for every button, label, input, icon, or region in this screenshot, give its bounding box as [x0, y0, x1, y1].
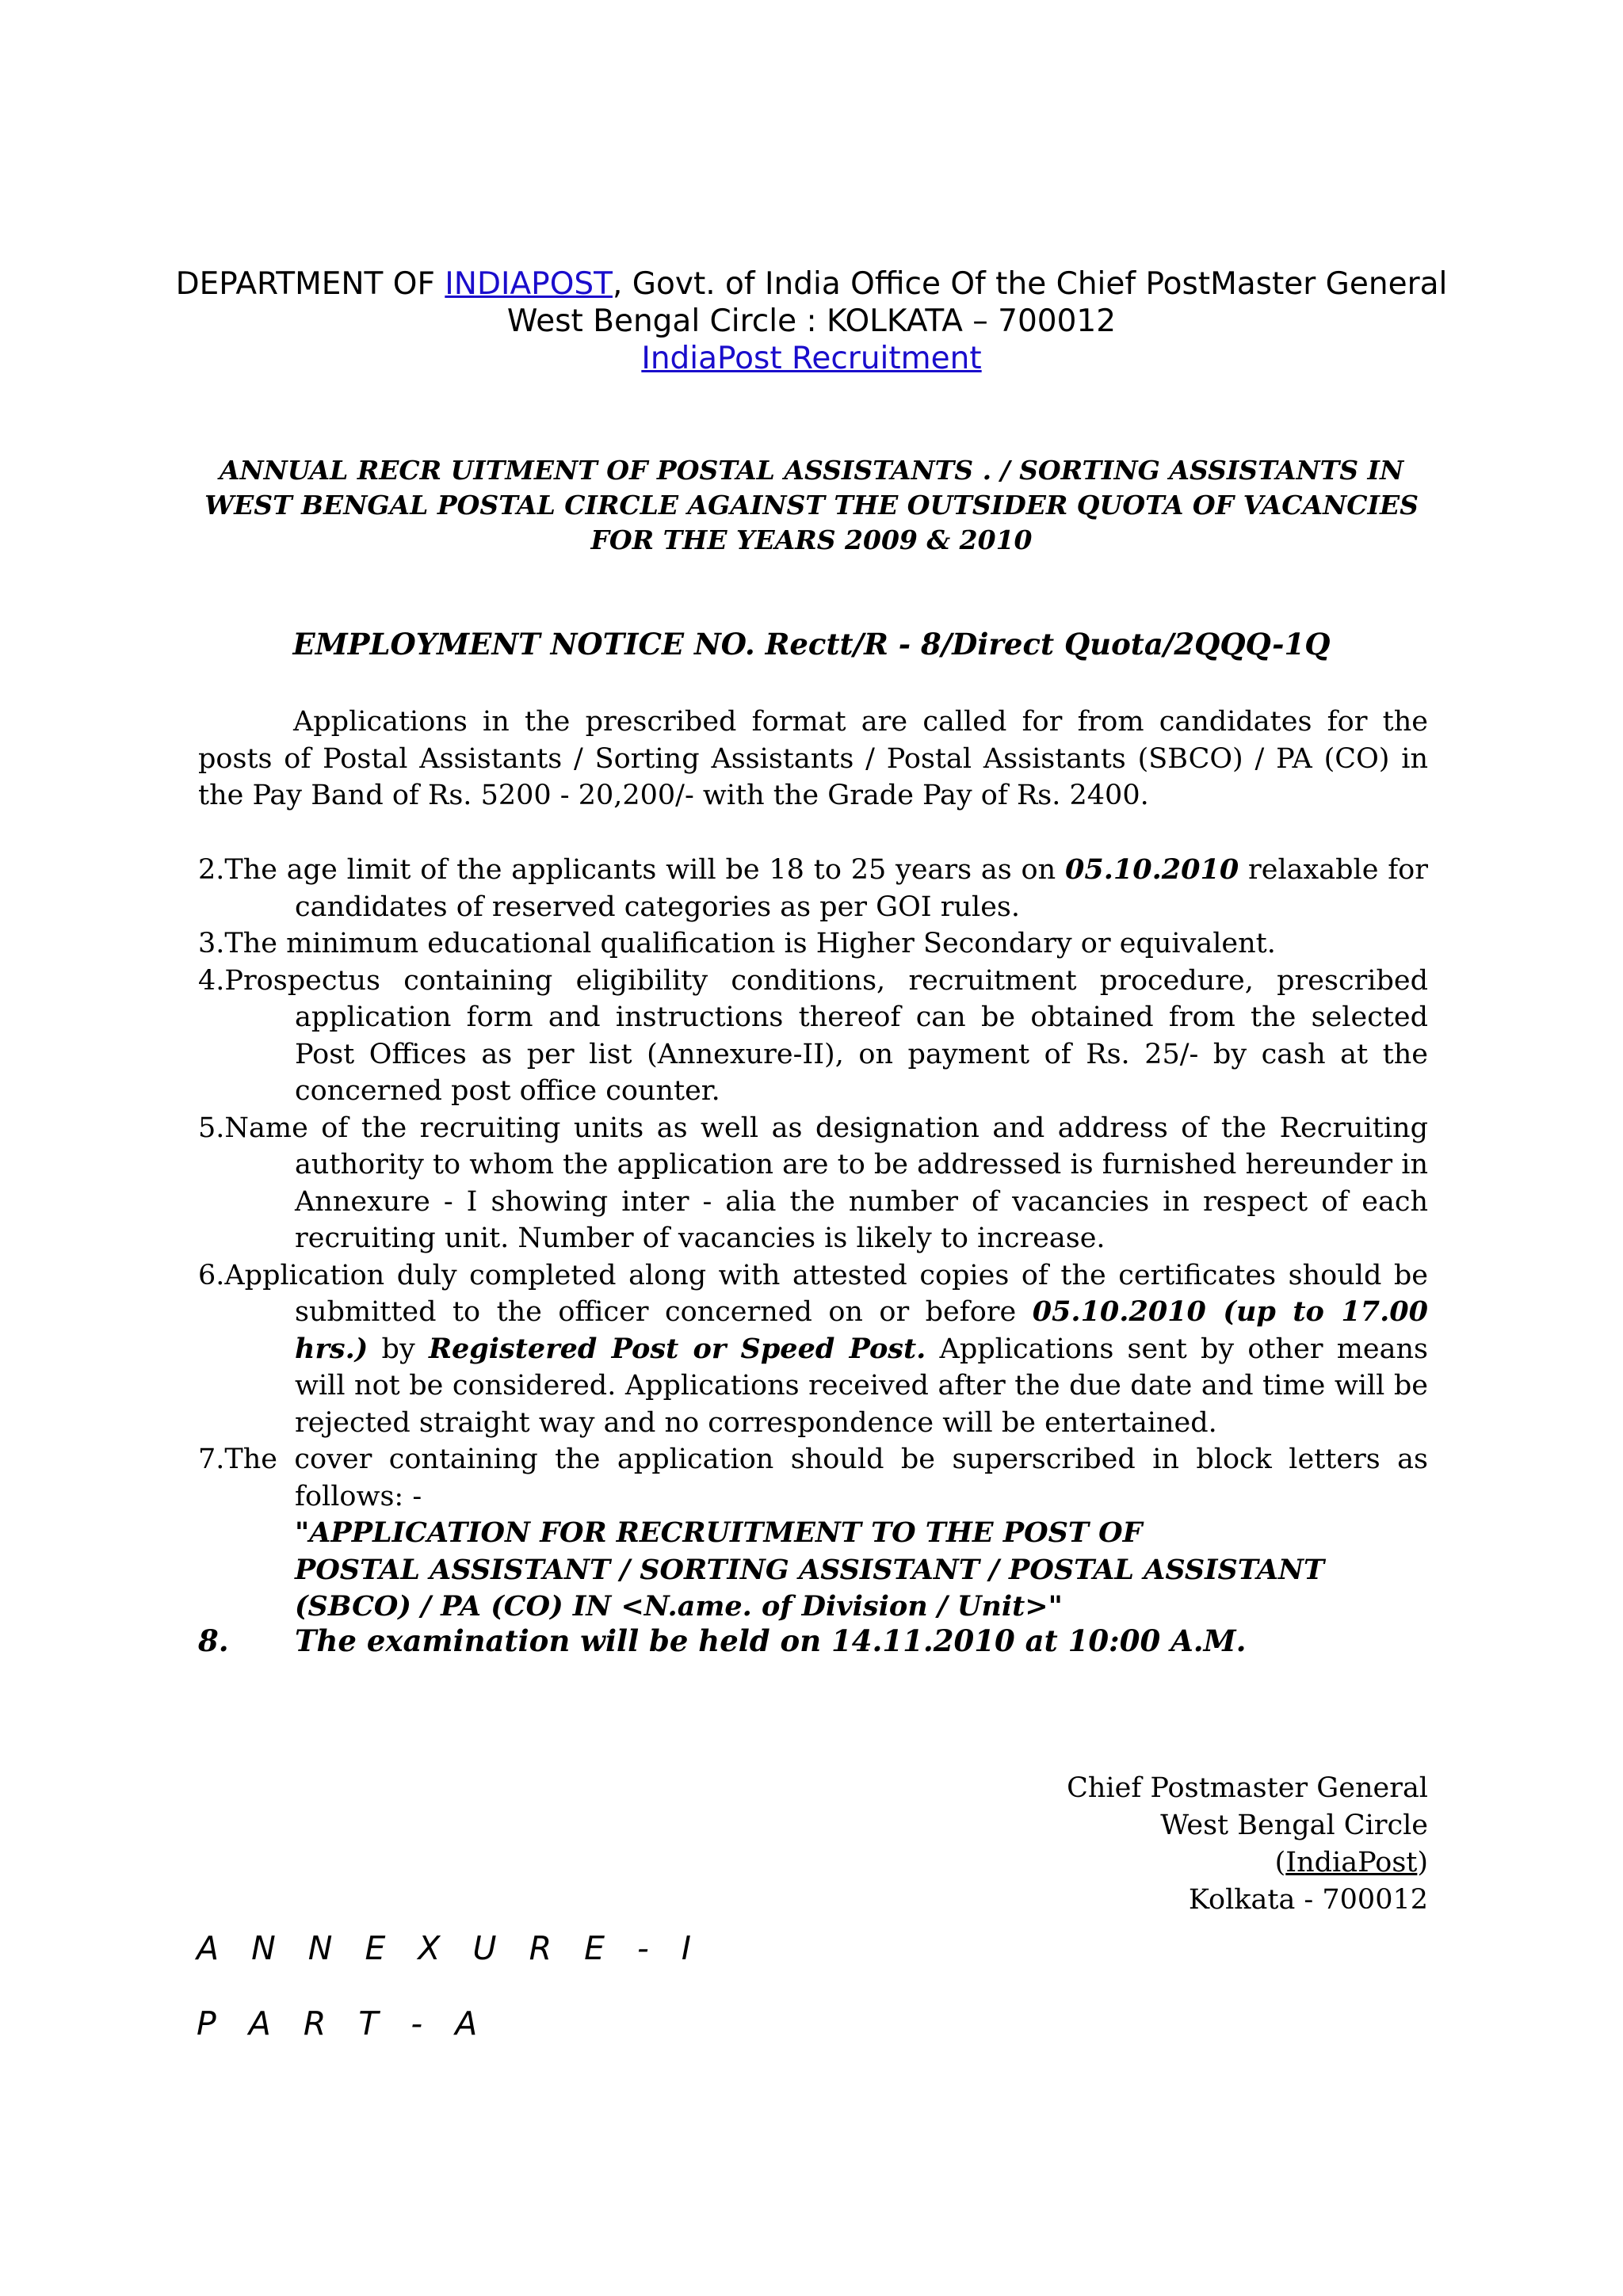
- header-line-2: West Bengal Circle : KOLKATA – 700012: [506, 303, 1117, 339]
- conditions-list: [198, 852, 1428, 1626]
- indiapost-recruitment-link[interactable]: IndiaPost Recruitment: [641, 341, 982, 376]
- list-item-3: 3.The minimum educational qualification is Higher Secondary or equivalent.: [198, 928, 1276, 959]
- list-item-7: 7.The cover containing the application should be superscribed in block letters as follows: -: [198, 1444, 1428, 1512]
- list-item-4: 4.Prospectus containing eligibility conditions, recruitment procedure, prescribed application form and instructions thereof can be obtained from the selected Post Offices as per list (Annexure-II), on payment of Rs. 25/- by cash at the concerned post office counter.: [198, 964, 1428, 1107]
- list-item-5: 5.Name of the recruiting units as well as designation and address of the Recruiting authority to whom the application are to be addressed is furnished hereunder in Annexure - I showing inter - alia the number of vacancies in respect of each recruiting unit. Number of vacancies is likely to increase.: [198, 1112, 1428, 1254]
- annexure-heading: A N N E X U R E - I: [197, 1929, 702, 1967]
- employment-notice-number: EMPLOYMENT NOTICE NO. Rectt/R - 8/Direct Quota/2QQQ-1Q: [292, 627, 1331, 662]
- intro-paragraph: Applications in the prescribed format are called for from candidates for the posts of Postal Assistants / Sorting Assistants / Postal Assistants (SBCO) / PA (CO) in the Pay Band of Rs. 5200 - 20,200/- with the Grade Pay of Rs. 2400.: [198, 706, 1428, 811]
- header-line-3: [119, 340, 1504, 377]
- title-line-2: WEST BENGAL POSTAL CIRCLE AGAINST THE OUTSIDER QUOTA OF VACANCIES: [204, 490, 1419, 521]
- header-line-1: DEPARTMENT OF INDIAPOST, Govt. of India Office Of the Chief PostMaster General: [175, 266, 1448, 302]
- notice-title: [119, 453, 1504, 558]
- signature-block: Chief Postmaster General West Bengal Circle (IndiaPost) Kolkata - 700012: [1067, 1772, 1428, 1916]
- cover-superscription: "APPLICATION FOR RECRUITMENT TO THE POST OF POSTAL ASSISTANT / SORTING ASSISTANT / POSTAL ASSISTANT (SBCO) / PA (CO) IN <N.ame. of Division / Unit>": [295, 1516, 1325, 1623]
- department-header: [119, 265, 1504, 377]
- title-line-1: ANNUAL RECR UITMENT OF POSTAL ASSISTANTS . / SORTING ASSISTANTS IN: [219, 455, 1404, 486]
- part-heading: P A R T - A: [197, 2004, 489, 2042]
- list-item-8: 8. The examination will be held on 14.11.2010 at 10:00 A.M.: [198, 1623, 1247, 1658]
- last-date: 05.10.2010 (up to 17.00 hrs.): [295, 1295, 1428, 1365]
- age-date: 05.10.2010: [1064, 853, 1239, 886]
- title-line-3: FOR THE YEARS 2009 & 2010: [590, 524, 1033, 555]
- list-item-6: 6.Application duly completed along with attested copies of the certificates should be submitted to the officer concerned on or before 05.10.2010 (up to 17.00 hrs.) by Registered Post or Speed Post. Applications sent by other means will not be considered. Applications received after the due date and time will be rejected straight way and no correspondence will be entertained.: [198, 1259, 1428, 1439]
- signature-indiapost-link[interactable]: IndiaPost: [1285, 1847, 1418, 1878]
- submission-mode: Registered Post or Speed Post.: [428, 1332, 926, 1365]
- indiapost-link[interactable]: INDIAPOST: [445, 266, 613, 302]
- list-item-2: 2.The age limit of the applicants will be 18 to 25 years as on 05.10.2010 relaxable for candidates of reserved categories as per GOI rules.: [198, 853, 1428, 923]
